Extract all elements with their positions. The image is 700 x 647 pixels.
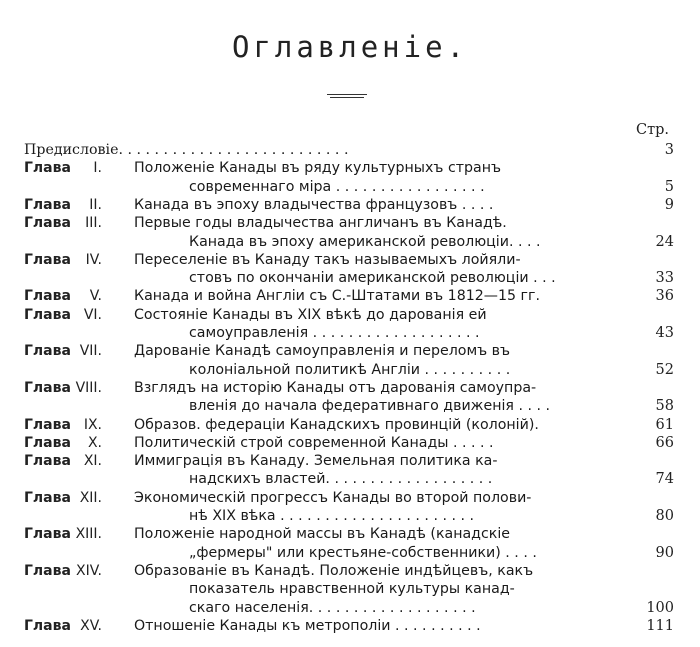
page-column-header: Стр. [636, 122, 670, 138]
toc-line [24, 434, 674, 452]
page-number: 66 [655, 434, 674, 451]
toc-line [24, 324, 674, 342]
chapter-title: показатель нравственной культуры канад- [189, 581, 515, 598]
toc-line [24, 306, 674, 324]
chapter-numeral: III. [85, 215, 102, 232]
chapter-title: Экономическiй прогрессъ Канады во второй полови- [134, 489, 532, 506]
page-number: 3 [664, 142, 674, 158]
chapter-title: нѣ XIX вѣка . . . . . . . . . . . . . . . . . . . . . . [189, 508, 475, 524]
chapter-numeral: XIII. [75, 526, 102, 543]
chapter-label: Глава [24, 434, 71, 451]
toc-line [24, 214, 674, 232]
toc-line [24, 178, 674, 196]
page-number: 24 [655, 233, 674, 250]
chapter-numeral: IX. [83, 416, 102, 433]
ornament-rule-top [327, 94, 367, 95]
chapter-label: Глава [24, 526, 71, 543]
chapter-label: Глава [24, 416, 71, 433]
chapter-title: Положенiе народной массы въ Канадѣ (канадскiе [134, 526, 511, 543]
chapter-numeral: VII. [79, 343, 102, 360]
page-number: 61 [655, 416, 674, 433]
chapter-label: Глава [24, 160, 71, 177]
chapter-title: Канада и война Англiи съ С.-Штатами въ 1812—15 гг. [134, 288, 540, 305]
toc-line [24, 342, 674, 360]
chapter-title: Образов. федерацiи Канадскихъ провинцiй (колонiй). [134, 416, 539, 433]
chapter-numeral: V. [89, 288, 102, 305]
chapter-title: Положенiе Канады въ ряду культурныхъ странъ [134, 160, 502, 177]
chapter-title: современнаго мiра . . . . . . . . . . . . . . . . . [189, 178, 485, 195]
page-number: 74 [655, 471, 674, 488]
chapter-title: самоуправленiя . . . . . . . . . . . . . . . . . . . [189, 325, 480, 341]
toc-line [24, 251, 674, 269]
toc-line [24, 489, 674, 507]
chapter-label: Глава [24, 251, 71, 268]
chapter-label: Глава [24, 453, 71, 470]
chapter-title: Политическiй строй современной Канады . . . . . [134, 434, 494, 451]
page-number: 43 [655, 325, 674, 341]
chapter-label: Глава [24, 379, 71, 396]
toc-line [24, 287, 674, 305]
chapter-label: Глава [24, 489, 71, 506]
toc-line [24, 379, 674, 397]
page-number: 9 [664, 196, 674, 213]
chapter-title: Образованiе въ Канадѣ. Положенiе индѣйцевъ, какъ [134, 562, 534, 579]
page-number: 80 [655, 508, 674, 524]
chapter-numeral: VI. [83, 306, 102, 323]
page-number: 52 [655, 361, 674, 378]
toc-line [24, 397, 674, 415]
page-number: 100 [646, 599, 674, 616]
toc-line [24, 159, 674, 177]
toc-line [24, 233, 674, 251]
chapter-title: Дарованiе Канадѣ самоуправленiя и переломъ въ [134, 343, 511, 360]
toc-line [24, 617, 674, 635]
toc-line [24, 599, 674, 617]
chapter-numeral: VIII. [75, 379, 102, 396]
page-number: 33 [655, 270, 674, 287]
chapter-title: Переселенiе въ Канаду такъ называемыхъ лойяли- [134, 251, 521, 268]
toc-line [24, 361, 674, 379]
toc-line [24, 452, 674, 470]
toc-line [24, 562, 674, 580]
chapter-title: Взглядъ на исторiю Канады отъ дарованiя самоупра- [134, 379, 537, 396]
chapter-numeral: XI. [83, 453, 102, 470]
title-ornament [327, 94, 367, 98]
toc-line [24, 580, 674, 598]
chapter-title: „фермеры" или крестьяне-собственники) . . . . [189, 544, 537, 561]
page-number: 58 [655, 398, 674, 415]
chapter-title: надскихъ властей. . . . . . . . . . . . . . . . . . . [189, 471, 493, 488]
chapter-title: колонiальной политикѣ Англiи . . . . . . . . . . [189, 361, 511, 378]
chapter-title: Канада въ эпоху владычества французовъ . . . . [134, 196, 494, 213]
chapter-title: Состоянiе Канады въ XIX вѣкѣ до дарованiя ей [134, 306, 487, 323]
toc-line [24, 470, 674, 488]
chapter-label: Глава [24, 215, 71, 232]
ornament-rule-bottom [330, 97, 364, 98]
chapter-numeral: IV. [85, 251, 102, 268]
chapter-title: вленiя до начала федеративнаго движенiя . . . . [189, 398, 551, 415]
page-number: 111 [646, 617, 674, 634]
chapter-numeral: XIV. [76, 562, 102, 579]
page-number: 36 [655, 288, 674, 305]
chapter-label: Глава [24, 562, 71, 579]
chapter-numeral: XII. [79, 489, 102, 506]
chapter-title: Иммиграцiя въ Канаду. Земельная политика ка- [134, 453, 498, 470]
toc-line [24, 507, 674, 525]
page-number: 90 [655, 544, 674, 561]
chapter-label: Глава [24, 343, 71, 360]
toc-line [24, 141, 674, 159]
chapter-numeral: I. [93, 160, 102, 177]
page-title: Оглавленiе. [231, 30, 469, 64]
page-number: 5 [664, 178, 674, 195]
chapter-title: Первые годы владычества англичанъ въ Канадѣ. [134, 215, 507, 232]
chapter-numeral: XV. [80, 617, 102, 634]
chapter-title: Предисловiе. . . . . . . . . . . . . . . . . . . . . . . . . . [24, 142, 349, 158]
chapter-numeral: X. [87, 434, 102, 451]
toc-line [24, 416, 674, 434]
toc-line [24, 196, 674, 214]
chapter-title: Канада въ эпоху американской революцiи. . . . [189, 233, 541, 250]
chapter-numeral: II. [89, 196, 102, 213]
toc-line [24, 544, 674, 562]
chapter-title: скаго населенiя. . . . . . . . . . . . . . . . . . . [189, 599, 476, 616]
toc-line [24, 525, 674, 543]
chapter-label: Глава [24, 617, 71, 634]
chapter-label: Глава [24, 306, 71, 323]
chapter-label: Глава [24, 196, 71, 213]
chapter-title: стовъ по окончанiи американской революцiи . . . [189, 270, 556, 287]
chapter-title: Отношенiе Канады къ метрополiи . . . . . . . . . . [134, 617, 481, 634]
toc-line [24, 269, 674, 287]
chapter-label: Глава [24, 288, 71, 305]
